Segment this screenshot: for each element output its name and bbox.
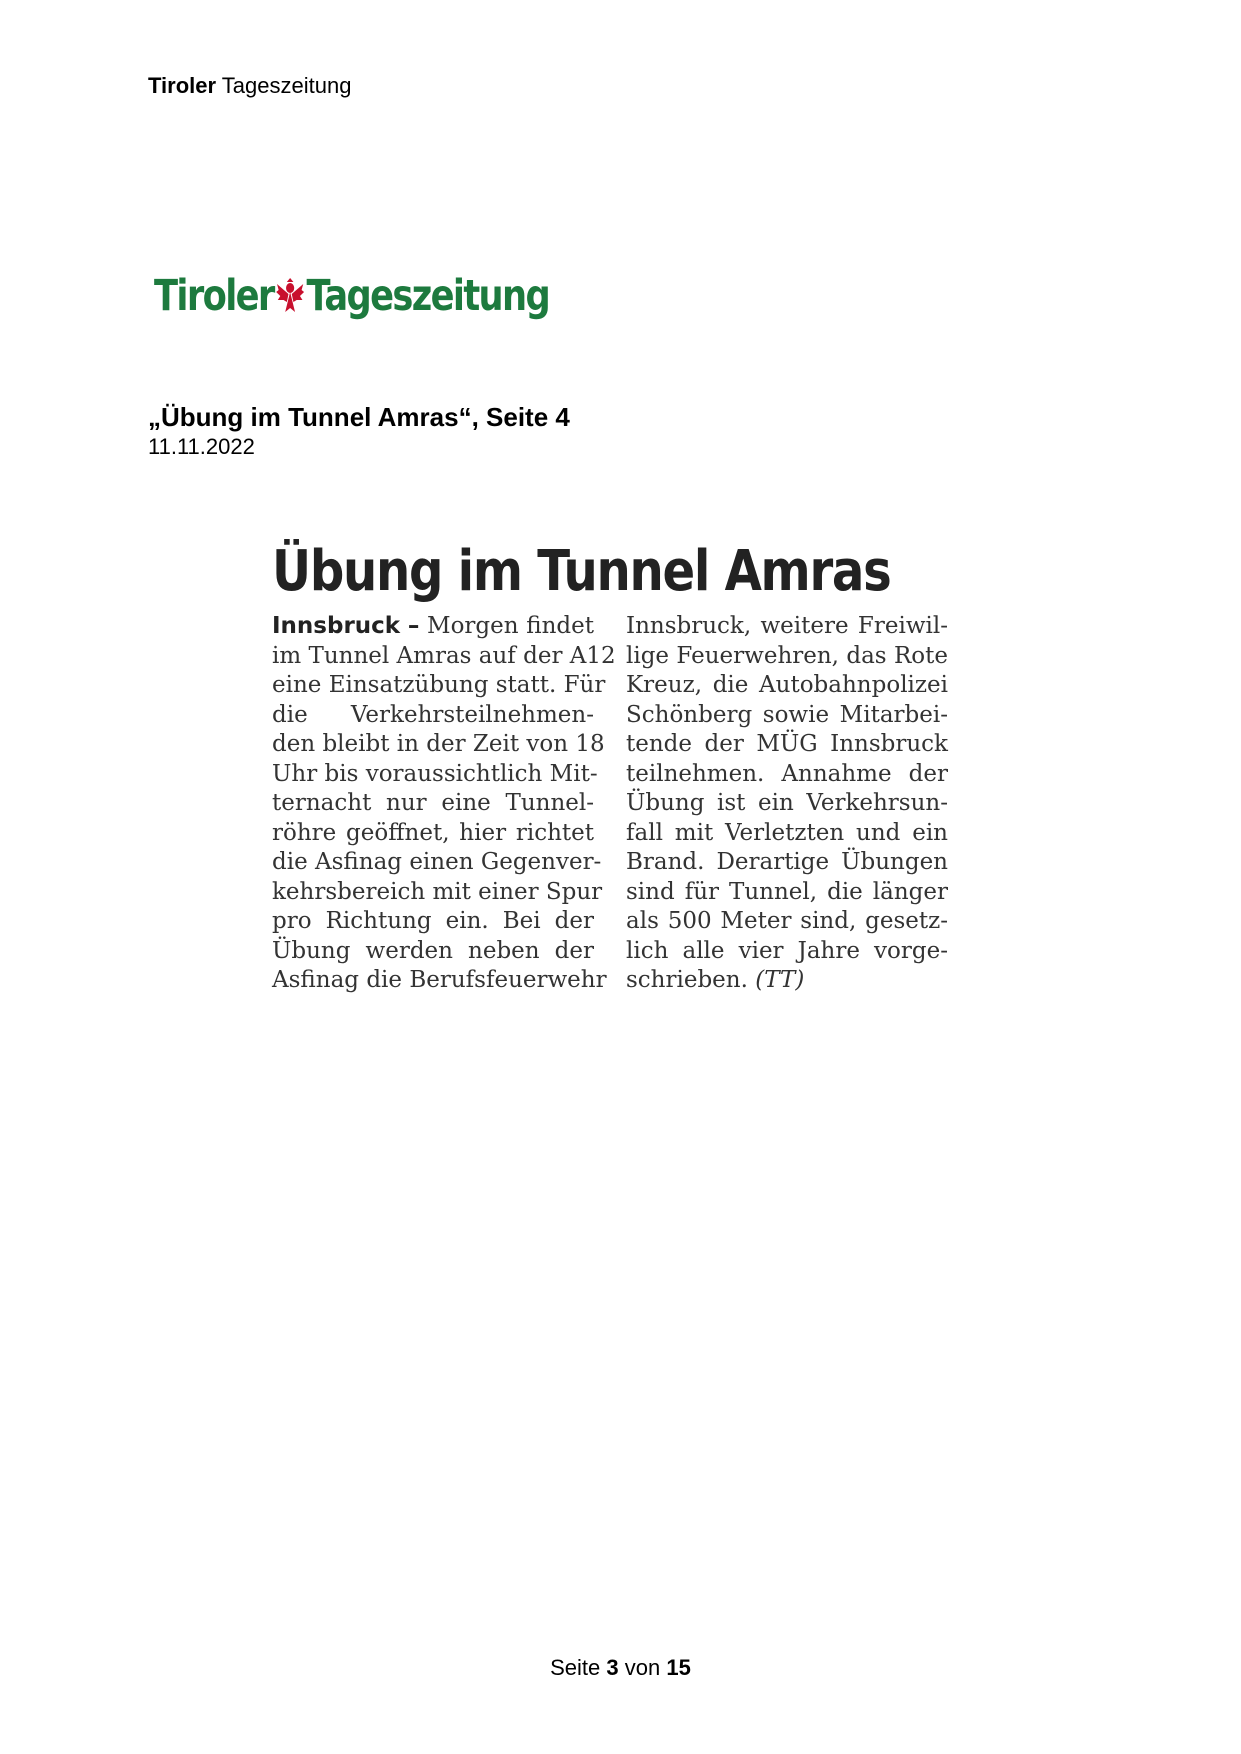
col1-line-8: die Asfinag einen Gegenver-	[272, 849, 602, 876]
col1-line-0: Morgen findet	[419, 613, 594, 640]
col1-line-9: kehrsbereich mit einer Spur	[272, 878, 603, 905]
article-line	[272, 612, 594, 642]
col1-line-12: Asfinag die Berufsfeuerwehr	[272, 967, 607, 994]
footer-total-pages: 15	[666, 1655, 691, 1680]
col1-line-7: röhre geöffnet, hier richtet	[272, 819, 594, 846]
col2-line-2: Kreuz, die Autobahnpolizei	[626, 672, 948, 699]
header-brand-regular: Tageszeitung	[221, 73, 352, 98]
reference-title: „Übung im Tunnel Amras“, Seite 4	[148, 402, 570, 432]
col2-line-10: als 500 Meter sind, gesetz-	[626, 908, 948, 935]
col1-line-6: ternacht nur eine Tunnel-	[272, 790, 594, 817]
article-headline: Übung im Tunnel Amras	[272, 539, 891, 604]
footer-current-page: 3	[606, 1655, 619, 1680]
col1-line-3: die Verkehrsteilnehmen-	[272, 701, 594, 728]
col2-line-11: lich alle vier Jahre vorge-	[626, 937, 948, 964]
col1-line-1: im Tunnel Amras auf der A12	[272, 642, 616, 669]
col2-line-3: Schönberg sowie Mitarbei-	[626, 701, 948, 728]
newspaper-logo	[154, 262, 550, 321]
col2-line-7: fall mit Verletzten und ein	[626, 819, 948, 846]
tyrolean-eagle-icon	[275, 276, 305, 316]
document-header	[148, 73, 351, 99]
col1-line-2: eine Einsatzübung statt. Für	[272, 672, 606, 699]
col2-line-6: Übung ist ein Verkehrsun-	[626, 790, 948, 817]
col2-line-8: Brand. Derartige Übungen	[626, 849, 948, 876]
page-footer	[0, 1655, 1241, 1681]
col1-line-5: Uhr bis voraussichtlich Mit-	[272, 760, 598, 787]
col1-line-4: den bleibt in der Zeit von 18	[272, 731, 605, 758]
col2-line-9: sind für Tunnel, die länger	[626, 878, 948, 905]
article-column-1	[272, 612, 616, 996]
header-brand-bold: Tiroler	[148, 73, 217, 98]
article-last-line	[626, 966, 948, 996]
article-clipping	[272, 540, 948, 996]
col2-line-1: lige Feuerwehren, das Rote	[626, 642, 948, 669]
col2-line-12: schrieben.	[626, 967, 748, 994]
reference-date: 11.11.2022	[148, 434, 255, 459]
footer-middle: von	[624, 1655, 661, 1680]
article-column-2	[626, 612, 948, 996]
dateline-dash: –	[407, 613, 420, 640]
col1-line-10: pro Richtung ein. Bei der	[272, 908, 594, 935]
col2-line-4: tende der MÜG Innsbruck	[626, 731, 948, 758]
col2-line-0: Innsbruck, weitere Freiwil-	[626, 613, 948, 640]
footer-prefix: Seite	[550, 1655, 601, 1680]
col2-line-5: teilnehmen. Annahme der	[626, 760, 948, 787]
col1-line-11: Übung werden neben der	[272, 937, 594, 964]
article-signature: (TT)	[755, 967, 805, 994]
article-columns	[272, 612, 948, 996]
logo-part-1: Tiroler	[154, 271, 274, 321]
article-dateline: Innsbruck	[272, 613, 401, 640]
logo-part-2: Tageszeitung	[306, 271, 550, 321]
